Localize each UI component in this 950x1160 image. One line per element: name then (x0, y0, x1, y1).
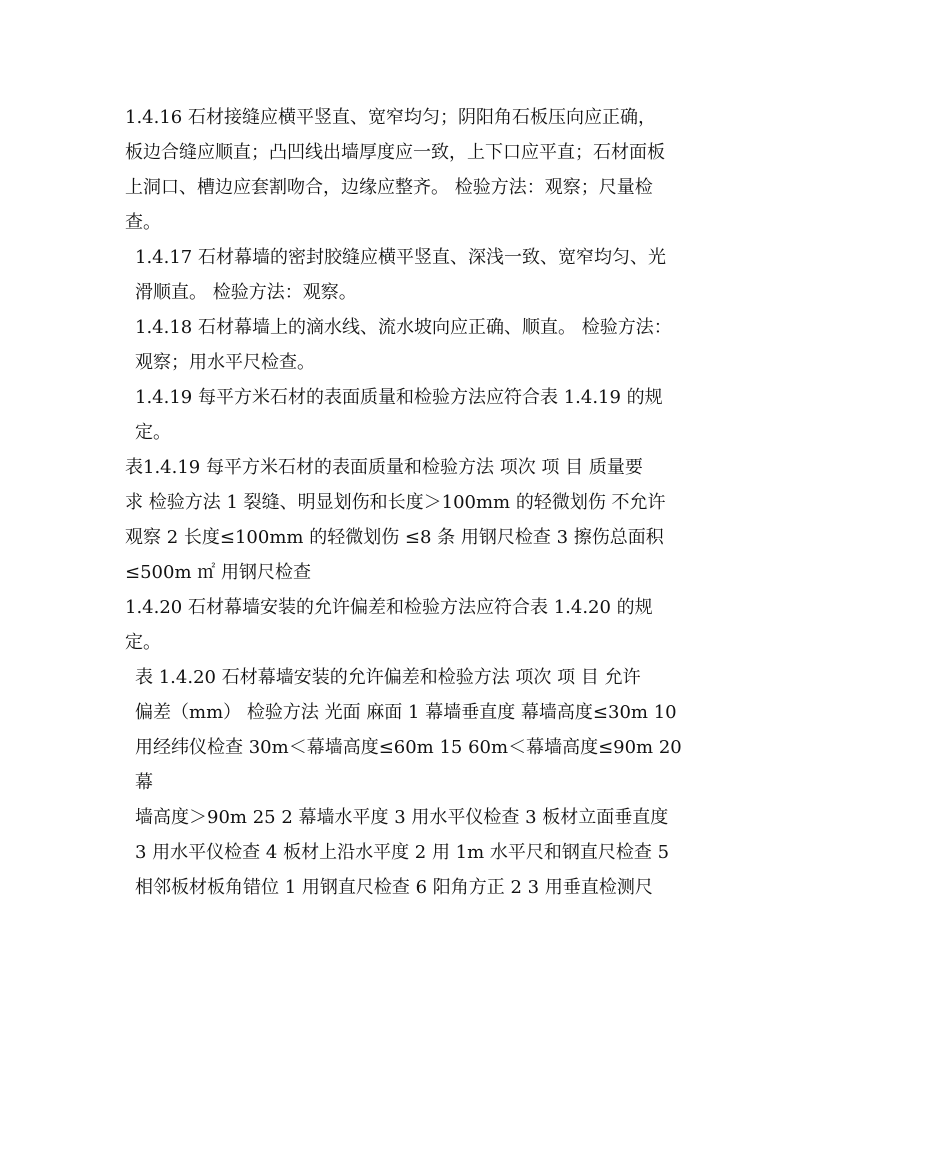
text-line: ≤500m ㎡ 用钢尺检查 (125, 562, 311, 583)
text-line: 表1.4.19 每平方米石材的表面质量和检验方法 项次 项 目 质量要 (125, 457, 643, 478)
paragraph-1-4-19 (125, 380, 705, 450)
paragraph-1-4-20 (125, 590, 705, 660)
text-line: 定。 (125, 632, 161, 653)
text-line: 查。 (125, 212, 161, 233)
text-line: 墙高度＞90m 25 2 幕墙水平度 3 用水平仪检查 3 板材立面垂直度 (135, 807, 669, 828)
paragraph-1-4-17 (125, 240, 705, 310)
text-line: 板边合缝应顺直；凸凹线出墙厚度应一致，上下口应平直；石材面板 (125, 142, 665, 163)
text-line: 1.4.17 石材幕墙的密封胶缝应横平竖直、深浅一致、宽窄均匀、光 (135, 247, 666, 268)
paragraph-1-4-18 (125, 310, 705, 380)
text-line: 观察 2 长度≤100mm 的轻微划伤 ≤8 条 用钢尺检查 3 擦伤总面积 (125, 527, 664, 548)
text-line: 用经纬仪检查 30m＜幕墙高度≤60m 15 60m＜幕墙高度≤90m 20 幕 (135, 737, 688, 793)
text-line: 1.4.18 石材幕墙上的滴水线、流水坡向应正确、顺直。 检验方法： (135, 317, 672, 338)
text-line: 1.4.20 石材幕墙安装的允许偏差和检验方法应符合表 1.4.20 的规 (125, 597, 653, 618)
text-line: 上洞口、槽边应套割吻合，边缘应整齐。 检验方法：观察；尺量检 (125, 177, 653, 198)
text-line: 观察；用水平尺检查。 (135, 352, 315, 373)
text-line: 3 用水平仪检查 4 板材上沿水平度 2 用 1m 水平尺和钢直尺检查 5 (135, 842, 670, 863)
text-line: 表 1.4.20 石材幕墙安装的允许偏差和检验方法 项次 项 目 允许 (135, 667, 641, 688)
paragraph-1-4-16 (125, 100, 705, 240)
text-line: 滑顺直。 检验方法：观察。 (135, 282, 357, 303)
text-line: 求 检验方法 1 裂缝、明显划伤和长度＞100mm 的轻微划伤 不允许 (125, 492, 666, 513)
document-body (125, 100, 705, 905)
text-line: 偏差（mm） 检验方法 光面 麻面 1 幕墙垂直度 幕墙高度≤30m 10 (135, 702, 677, 723)
text-line: 相邻板材板角错位 1 用钢直尺检查 6 阳角方正 2 3 用垂直检测尺 (135, 877, 653, 898)
text-line: 1.4.16 石材接缝应横平竖直、宽窄均匀；阴阳角石板压向应正确， (125, 107, 656, 128)
text-line: 定。 (135, 422, 171, 443)
paragraph-table-1-4-19 (125, 450, 705, 590)
text-line: 1.4.19 每平方米石材的表面质量和检验方法应符合表 1.4.19 的规 (135, 387, 663, 408)
paragraph-table-1-4-20 (125, 660, 705, 905)
